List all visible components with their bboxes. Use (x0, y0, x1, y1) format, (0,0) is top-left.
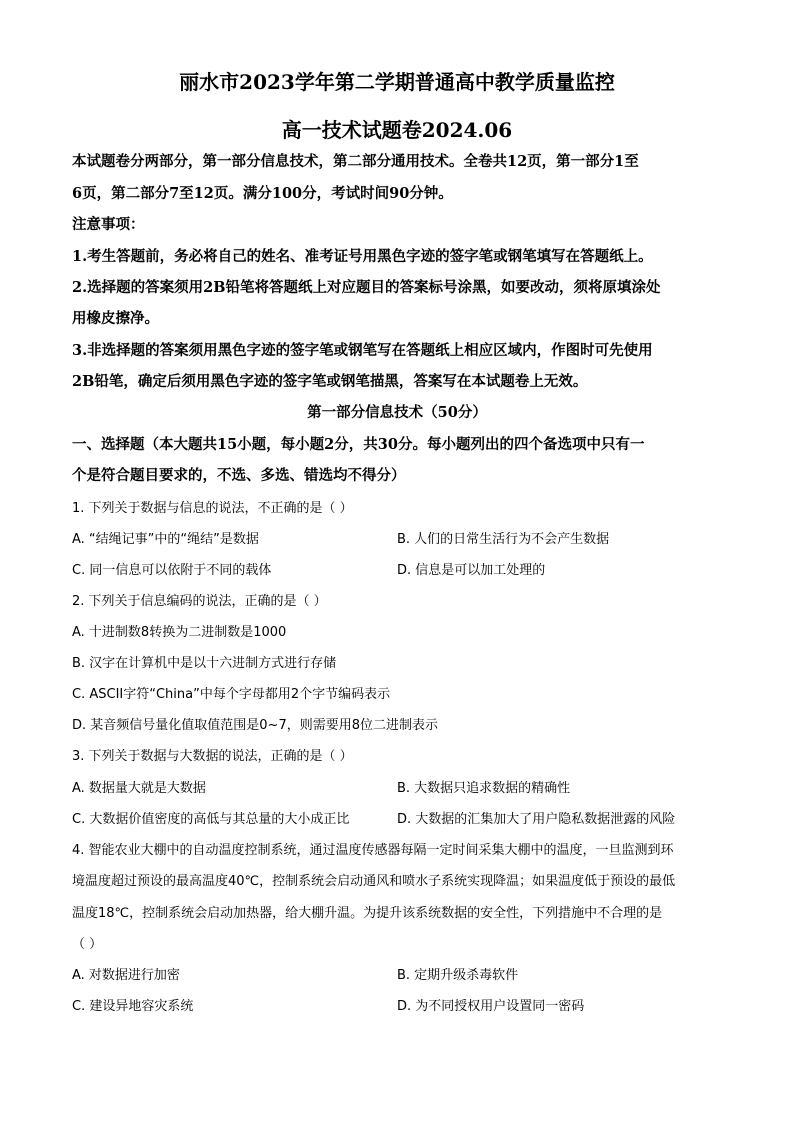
question-3-option-c: C. 大数据价值密度的高低与其总量的大小成正比 (72, 812, 350, 827)
section-heading-line-1: 一、选择题（本大题共15小题，每小题2分，共30分。每小题列出的四个备选项中只有一 (72, 436, 645, 453)
question-4-option-c: C. 建设异地容灾系统 (72, 999, 194, 1014)
note-item-2-line-1: 2.选择题的答案须用2B铅笔将答题纸上对应题目的答案标号涂黑，如要改动，须将原填涂处 (72, 279, 661, 296)
question-4-option-b: B. 定期升级杀毒软件 (397, 968, 519, 983)
page-title: 丽水市2023学年第二学期普通高中教学质量监控 (179, 70, 615, 94)
page-subtitle: 高一技术试题卷2024.06 (281, 118, 513, 142)
note-item-2-line-2: 用橡皮擦净。 (72, 310, 159, 327)
question-1-option-c: C. 同一信息可以依附于不同的载体 (72, 563, 272, 578)
question-3-stem: 3. 下列关于数据与大数据的说法，正确的是（ ） (72, 749, 353, 764)
question-4-stem-line-4: （ ） (72, 937, 103, 952)
question-2-option-b: B. 汉字在计算机中是以十六进制方式进行存储 (72, 656, 337, 671)
question-3-option-a: A. 数据量大就是大数据 (72, 781, 206, 796)
question-4-option-a: A. 对数据进行加密 (72, 968, 180, 983)
notes-heading: 注意事项： (72, 216, 145, 233)
note-item-3-line-1: 3.非选择题的答案须用黑色字迹的签字笔或钢笔写在答题纸上相应区域内，作图时可先使用 (72, 342, 653, 359)
question-4-option-d: D. 为不同授权用户设置同一密码 (397, 999, 585, 1014)
question-1-option-a: A. “结绳记事”中的“绳结”是数据 (72, 532, 259, 547)
question-1-option-b: B. 人们的日常生活行为不会产生数据 (397, 532, 610, 547)
question-1-option-d: D. 信息是可以加工处理的 (397, 563, 546, 578)
note-item-1: 1.考生答题前，务必将自己的姓名、准考证号用黑色字迹的签字笔或钢笔填写在答题纸上。 (72, 248, 653, 265)
intro-line-2: 6页，第二部分7至12页。满分100分，考试时间90分钟。 (72, 185, 453, 202)
note-item-3-line-2: 2B铅笔，确定后须用黑色字迹的签字笔或钢笔描黑，答案写在本试题卷上无效。 (72, 373, 588, 390)
section-heading-line-2: 个是符合题目要求的，不选、多选、错选均不得分） (72, 467, 406, 484)
question-2-option-c: C. ASCII字符“China”中每个字母都用2个字节编码表示 (72, 687, 391, 702)
question-4-stem-line-2: 境温度超过预设的最高温度40℃，控制系统会启动通风和喷水子系统实现降温；如果温度低于预设的最低 (72, 874, 676, 889)
question-2-stem: 2. 下列关于信息编码的说法，正确的是（ ） (72, 594, 327, 609)
question-3-option-b: B. 大数据只追求数据的精确性 (397, 781, 571, 796)
intro-line-1: 本试题卷分两部分，第一部分信息技术，第二部分通用技术。全卷共12页，第一部分1至 (72, 153, 639, 170)
question-4-stem-line-1: 4. 智能农业大棚中的自动温度控制系统，通过温度传感器每隔一定时间采集大棚中的温度，一旦监测到环 (72, 843, 674, 858)
question-1-stem: 1. 下列关于数据与信息的说法，不正确的是（ ） (72, 501, 353, 516)
question-2-option-d: D. 某音频信号量化值取值范围是0~7，则需要用8位二进制表示 (72, 718, 438, 733)
question-3-option-d: D. 大数据的汇集加大了用户隐私数据泄露的风险 (397, 812, 676, 827)
question-4-stem-line-3: 温度18℃，控制系统会启动加热器，给大棚升温。为提升该系统数据的安全性，下列措施中不合理的是 (72, 906, 663, 921)
part-1-heading: 第一部分信息技术（50分） (307, 404, 487, 421)
question-2-option-a: A. 十进制数8转换为二进制数是1000 (72, 625, 287, 640)
